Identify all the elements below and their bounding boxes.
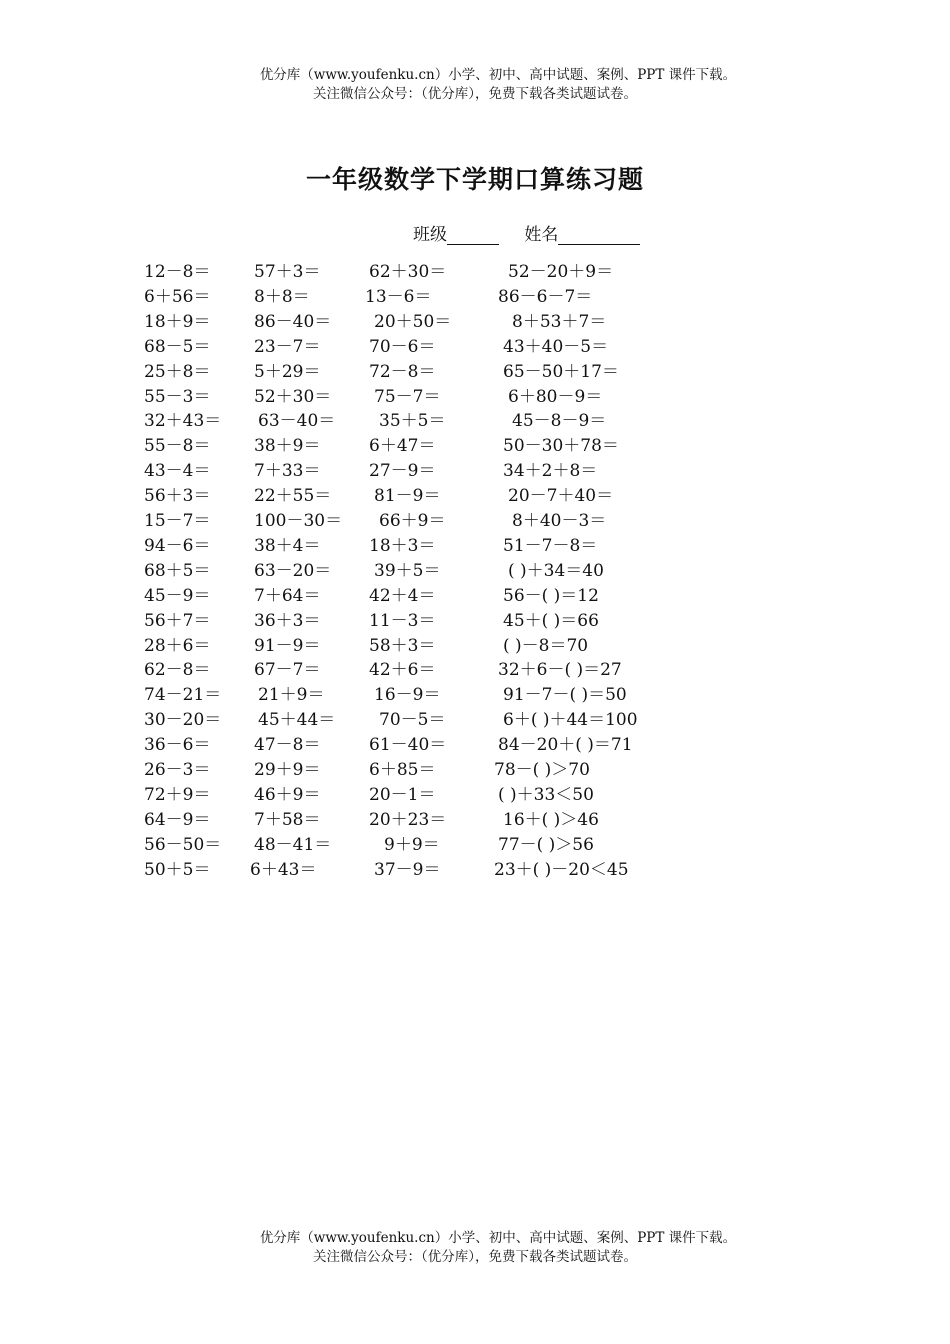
problem-item: 42＋4＝	[369, 585, 436, 606]
problem-item: 84－20＋( )＝71	[498, 735, 633, 756]
problem-item: 58＋3＝	[369, 635, 436, 656]
footer-line-2: 关注微信公众号：（优分库），免费下载各类试题试卷。	[313, 1249, 637, 1265]
problem-item: 61－40＝	[369, 735, 447, 756]
problem-item: 22＋55＝	[254, 486, 332, 507]
problem-item: 47－8＝	[254, 735, 321, 756]
problem-item: 23＋( )－20＜45	[494, 859, 629, 880]
problem-item: 6＋85＝	[369, 760, 436, 780]
problem-item: 26－3＝	[144, 760, 211, 780]
problem-item: 74－21＝	[144, 685, 222, 706]
problem-item: 75－7＝	[374, 386, 441, 407]
problem-item: 100－30＝	[254, 511, 343, 531]
problem-item: 38＋9＝	[254, 436, 321, 457]
problem-item: 50＋5＝	[144, 859, 211, 880]
class-blank[interactable]	[447, 225, 499, 245]
problem-item: 45－8－9＝	[512, 411, 607, 432]
problem-item: 20－7＋40＝	[508, 486, 614, 507]
problem-item: 51－7－8＝	[503, 535, 598, 556]
problem-item: 20＋50＝	[374, 311, 452, 332]
problem-item: 6＋43＝	[250, 859, 317, 880]
problem-item: 65－50＋17＝	[503, 361, 619, 382]
problem-item: 52＋30＝	[254, 386, 332, 407]
problem-item: 81－9＝	[374, 486, 441, 507]
problem-item: 6＋47＝	[369, 436, 436, 457]
problem-item: 91－9＝	[254, 635, 321, 656]
problem-item: 7＋33＝	[254, 461, 321, 482]
student-info-fields	[413, 220, 640, 245]
problem-item: 38＋4＝	[254, 535, 321, 556]
problem-item: 36－6＝	[144, 735, 211, 756]
problem-item: 78－( )＞70	[494, 760, 590, 780]
problem-item: 28＋6＝	[144, 635, 211, 656]
problem-item: 6＋56＝	[144, 286, 211, 307]
problem-item: 43－4＝	[144, 461, 211, 482]
problem-item: 11－3＝	[369, 610, 436, 631]
problem-item: 86－6－7＝	[498, 286, 593, 307]
page-title: 一年级数学下学期口算练习题	[305, 165, 644, 194]
footer-banner	[0, 1229, 950, 1267]
problem-item: 66＋9＝	[379, 511, 446, 531]
problem-item: 25＋8＝	[144, 361, 211, 382]
problem-item: 70－6＝	[369, 336, 436, 357]
problem-item: 86－40＝	[254, 311, 332, 332]
problem-item: 62－8＝	[144, 660, 211, 681]
name-blank[interactable]	[558, 225, 640, 245]
problem-item: 35＋5＝	[379, 411, 446, 432]
problem-item: 8＋53＋7＝	[512, 311, 607, 332]
problem-item: 56－( )＝12	[503, 585, 599, 606]
problem-item: 68＋5＝	[144, 560, 211, 581]
problem-item: 62＋30＝	[369, 262, 447, 282]
problem-item: 36＋3＝	[254, 610, 321, 631]
problem-item: 18＋9＝	[144, 311, 211, 332]
problem-item: 34＋2＋8＝	[503, 461, 598, 482]
problem-item: 20－1＝	[369, 784, 436, 805]
header-line-1: 优分库（www.youfenku.cn）小学、初中、高中试题、案例、PPT 课件下载。	[259, 67, 737, 83]
problem-item: 21＋9＝	[258, 685, 325, 706]
problem-item: 7＋64＝	[254, 585, 321, 606]
problem-item: 13－6＝	[365, 286, 432, 307]
footer-line-1: 优分库（www.youfenku.cn）小学、初中、高中试题、案例、PPT 课件下载。	[259, 1230, 737, 1246]
problem-item: 9＋9＝	[384, 834, 440, 855]
problem-item: 70－5＝	[379, 710, 446, 731]
header-line-2: 关注微信公众号：（优分库），免费下载各类试题试卷。	[313, 86, 637, 102]
problem-item: 48－41＝	[254, 834, 332, 855]
problem-item: 72＋9＝	[144, 784, 211, 805]
problem-item: 16－9＝	[374, 685, 441, 706]
problem-item: ( )＋34＝40	[508, 560, 604, 581]
problem-item: 63－40＝	[258, 411, 336, 432]
problem-item: 29＋9＝	[254, 760, 321, 780]
problem-item: 64－9＝	[144, 809, 211, 830]
problem-item: 72－8＝	[369, 361, 436, 382]
header-banner	[0, 66, 950, 104]
problem-item: 23－7＝	[254, 336, 321, 357]
problem-item: 67－7＝	[254, 660, 321, 681]
problem-item: 45＋( )＝66	[503, 610, 599, 631]
problem-item: 77－( )＞56	[498, 834, 594, 855]
problem-item: ( )－8＝70	[503, 635, 589, 656]
name-label: 姓名	[524, 225, 559, 245]
problem-item: ( )＋33＜50	[498, 784, 594, 805]
problem-item: 46＋9＝	[254, 784, 321, 805]
problem-item: 39＋5＝	[374, 560, 441, 581]
problem-item: 16＋( )＞46	[503, 809, 599, 830]
problem-item: 50－30＋78＝	[503, 436, 619, 457]
problem-item: 7＋58＝	[254, 809, 321, 830]
problem-item: 6＋80－9＝	[508, 386, 603, 407]
problem-item: 6＋( )＋44＝100	[503, 710, 638, 731]
problem-item: 56－50＝	[144, 834, 222, 855]
problem-item: 91－7－( )＝50	[503, 685, 627, 706]
problem-item: 43＋40－5＝	[503, 336, 609, 357]
problem-item: 32＋6－( )＝27	[498, 660, 622, 681]
problem-item: 45＋44＝	[258, 710, 336, 731]
problem-item: 45－9＝	[144, 585, 211, 606]
problem-item: 42＋6＝	[369, 660, 436, 681]
problem-item: 27－9＝	[369, 461, 436, 482]
problem-item: 30－20＝	[144, 710, 222, 731]
problem-item: 15－7＝	[144, 511, 211, 531]
problem-item: 37－9＝	[374, 859, 441, 880]
problem-item: 56＋3＝	[144, 486, 211, 507]
problem-item: 8＋40－3＝	[512, 511, 607, 531]
problem-item: 8＋8＝	[254, 286, 310, 307]
class-label: 班级	[413, 225, 447, 245]
problem-item: 68－5＝	[144, 336, 211, 357]
problem-item: 18＋3＝	[369, 535, 436, 556]
problem-item: 56＋7＝	[144, 610, 211, 631]
problem-item: 52－20＋9＝	[508, 262, 614, 282]
problem-item: 5＋29＝	[254, 361, 321, 382]
problem-item: 55－8＝	[144, 436, 211, 457]
problem-item: 32＋43＝	[144, 411, 222, 432]
problem-item: 94－6＝	[144, 535, 211, 556]
problem-item: 55－3＝	[144, 386, 211, 407]
problem-item: 57＋3＝	[254, 262, 321, 282]
problem-item: 20＋23＝	[369, 809, 447, 830]
problem-item: 63－20＝	[254, 560, 332, 581]
problem-item: 12－8＝	[144, 262, 211, 282]
